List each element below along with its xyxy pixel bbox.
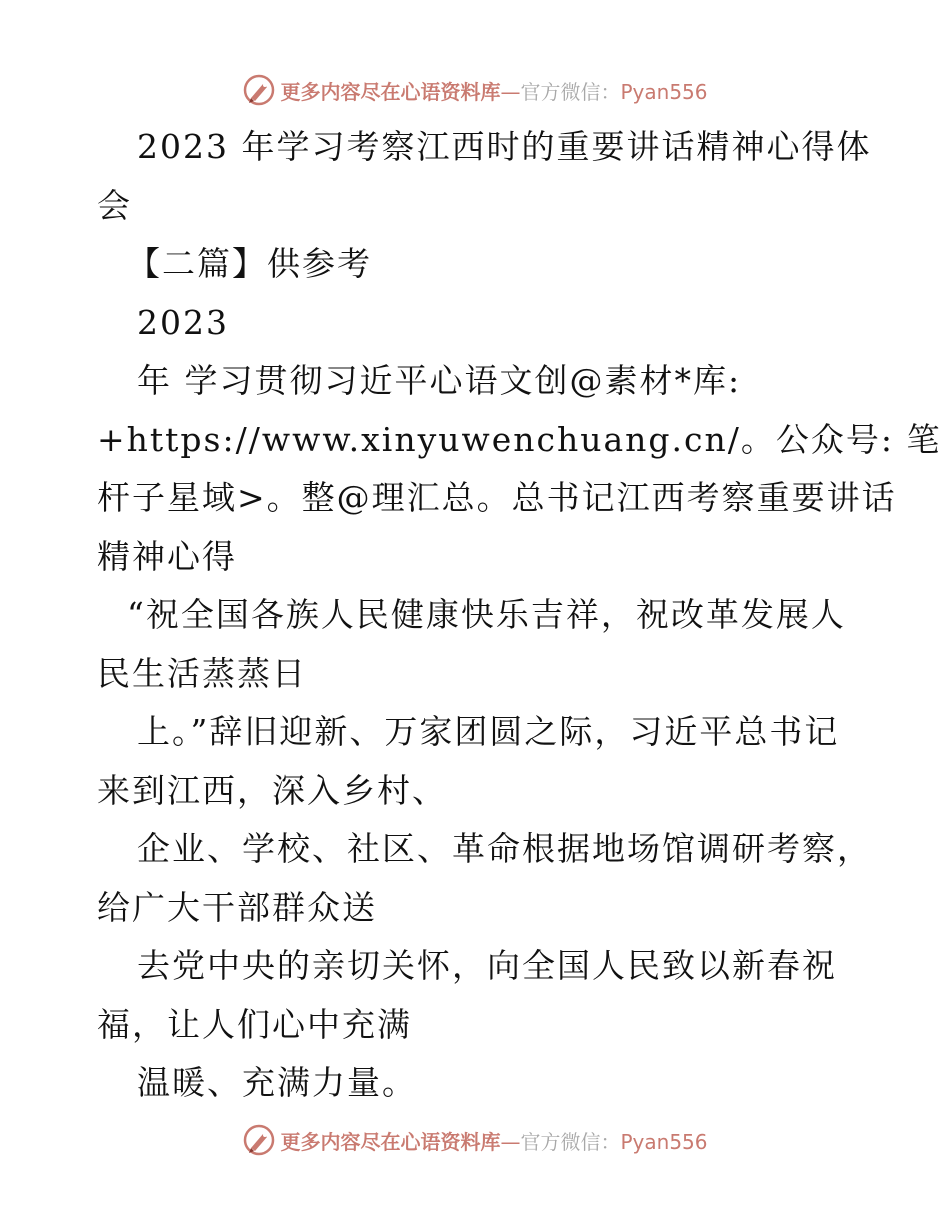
watermark-wechat-id: Pyan556: [620, 1129, 708, 1154]
document-body: [97, 118, 942, 1113]
watermark-wechat-label: 官方微信：: [520, 79, 621, 104]
doc-line: 企业、学校、社区、革命根据地场馆调研考察，: [137, 829, 872, 868]
watermark-site-text: 更多内容尽在心语资料库: [280, 79, 501, 104]
watermark-dash: —: [500, 1129, 521, 1154]
doc-line: +https://www.xinyuwenchuang.cn/。公众号: 笔: [97, 419, 942, 459]
doc-line: “祝全国各族人民健康快乐吉祥，祝改革发展人: [127, 595, 846, 634]
doc-line: 给广大干部群众送: [97, 887, 377, 927]
watermark-wechat-id: Pyan556: [620, 79, 708, 104]
doc-title-line-2: 会: [97, 185, 132, 225]
doc-subtitle: 【二篇】供参考: [127, 244, 372, 283]
doc-line: 温暖、充满力量。: [137, 1063, 417, 1102]
pen-logo-icon: [242, 73, 276, 107]
doc-line: 精神心得: [97, 536, 237, 576]
footer-watermark: [0, 1120, 950, 1160]
doc-title-line-1: 2023 年学习考察江西时的重要讲话精神心得体: [137, 127, 872, 166]
doc-line: 福，让人们心中充满: [97, 1004, 412, 1044]
doc-line: 年 学习贯彻习近平心语文创@素材*库:: [137, 361, 742, 400]
doc-line: 上。”辞旧迎新、万家团圆之际，习近平总书记: [137, 712, 840, 751]
doc-line: 去党中央的亲切关怀，向全国人民致以新春祝: [137, 946, 837, 985]
pen-logo-icon: [242, 1123, 276, 1157]
header-watermark: [0, 70, 950, 110]
doc-line: 来到江西，深入乡村、: [97, 770, 447, 810]
doc-line: 民生活蒸蒸日: [97, 653, 307, 693]
watermark-dash: —: [500, 79, 521, 104]
doc-line: 杆子星域>。整@理汇总。总书记江西考察重要讲话: [97, 478, 897, 517]
doc-line: 2023: [137, 302, 229, 342]
watermark-site-text: 更多内容尽在心语资料库: [280, 1129, 501, 1154]
watermark-wechat-label: 官方微信：: [520, 1129, 621, 1154]
